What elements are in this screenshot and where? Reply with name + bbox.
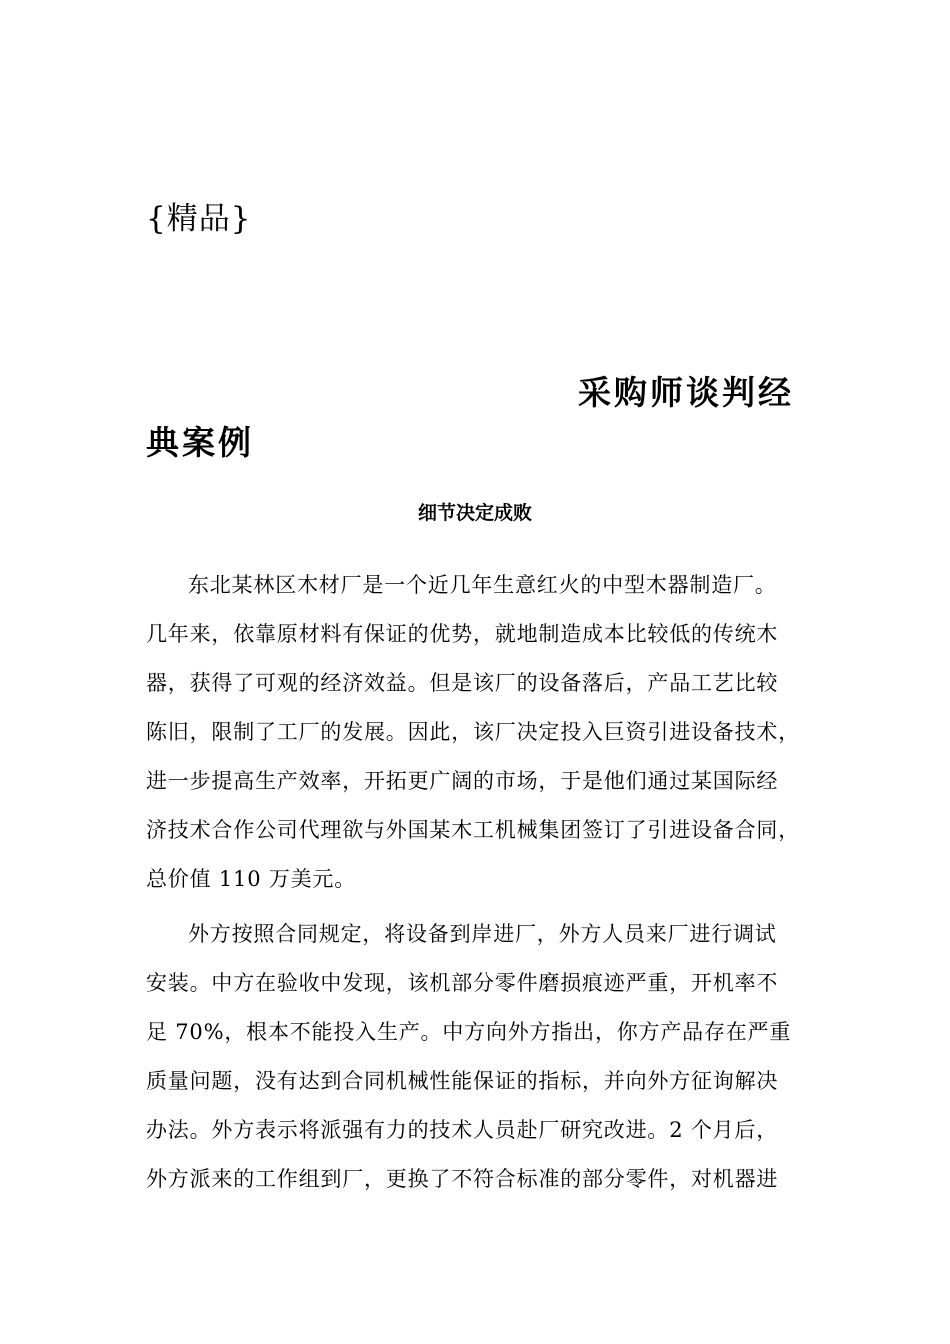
document-tag: {精品} (146, 201, 252, 237)
paragraph-1-line-6: 济技术合作公司代理欲与外国某木工机械集团签订了引进设备合同， (146, 818, 800, 842)
document-title-line-1: 采购师谈判经 (578, 373, 794, 412)
paragraph-2-line-5: 办法。外方表示将派强有力的技术人员赴厂研究改进。2 个月后， (146, 1118, 779, 1142)
paragraph-1-line-3: 器，获得了可观的经济效益。但是该厂的设备落后，产品工艺比较 (146, 671, 779, 695)
paragraph-2-line-1: 外方按照合同规定，将设备到岸进厂，外方人员来厂进行调试 (188, 922, 777, 946)
paragraph-2-line-4: 质量问题，没有达到合同机械性能保证的指标，并向外方征询解决 (146, 1069, 779, 1093)
section-subtitle: 细节决定成败 (417, 502, 532, 524)
paragraph-2-line-2: 安装。中方在验收中发现，该机部分零件磨损痕迹严重，开机率不 (146, 971, 779, 995)
document-title-line-2: 典案例 (146, 423, 254, 462)
paragraph-1-line-2: 几年来，依靠原材料有保证的优势，就地制造成本比较低的传统木 (146, 622, 779, 646)
paragraph-2-line-3: 足 70%，根本不能投入生产。中方向外方指出，你方产品存在严重 (146, 1020, 792, 1044)
paragraph-1-line-7: 总价值 110 万美元。 (146, 867, 357, 891)
paragraph-1-line-4: 陈旧，限制了工厂的发展。因此，该厂决定投入巨资引进设备技术， (146, 720, 800, 744)
paragraph-1-line-1: 东北某林区木材厂是一个近几年生意红火的中型木器制造厂。 (188, 573, 777, 597)
paragraph-1-line-5: 进一步提高生产效率，开拓更广阔的市场，于是他们通过某国际经 (146, 769, 779, 793)
paragraph-2-line-6: 外方派来的工作组到厂，更换了不符合标准的部分零件，对机器进 (146, 1167, 779, 1191)
